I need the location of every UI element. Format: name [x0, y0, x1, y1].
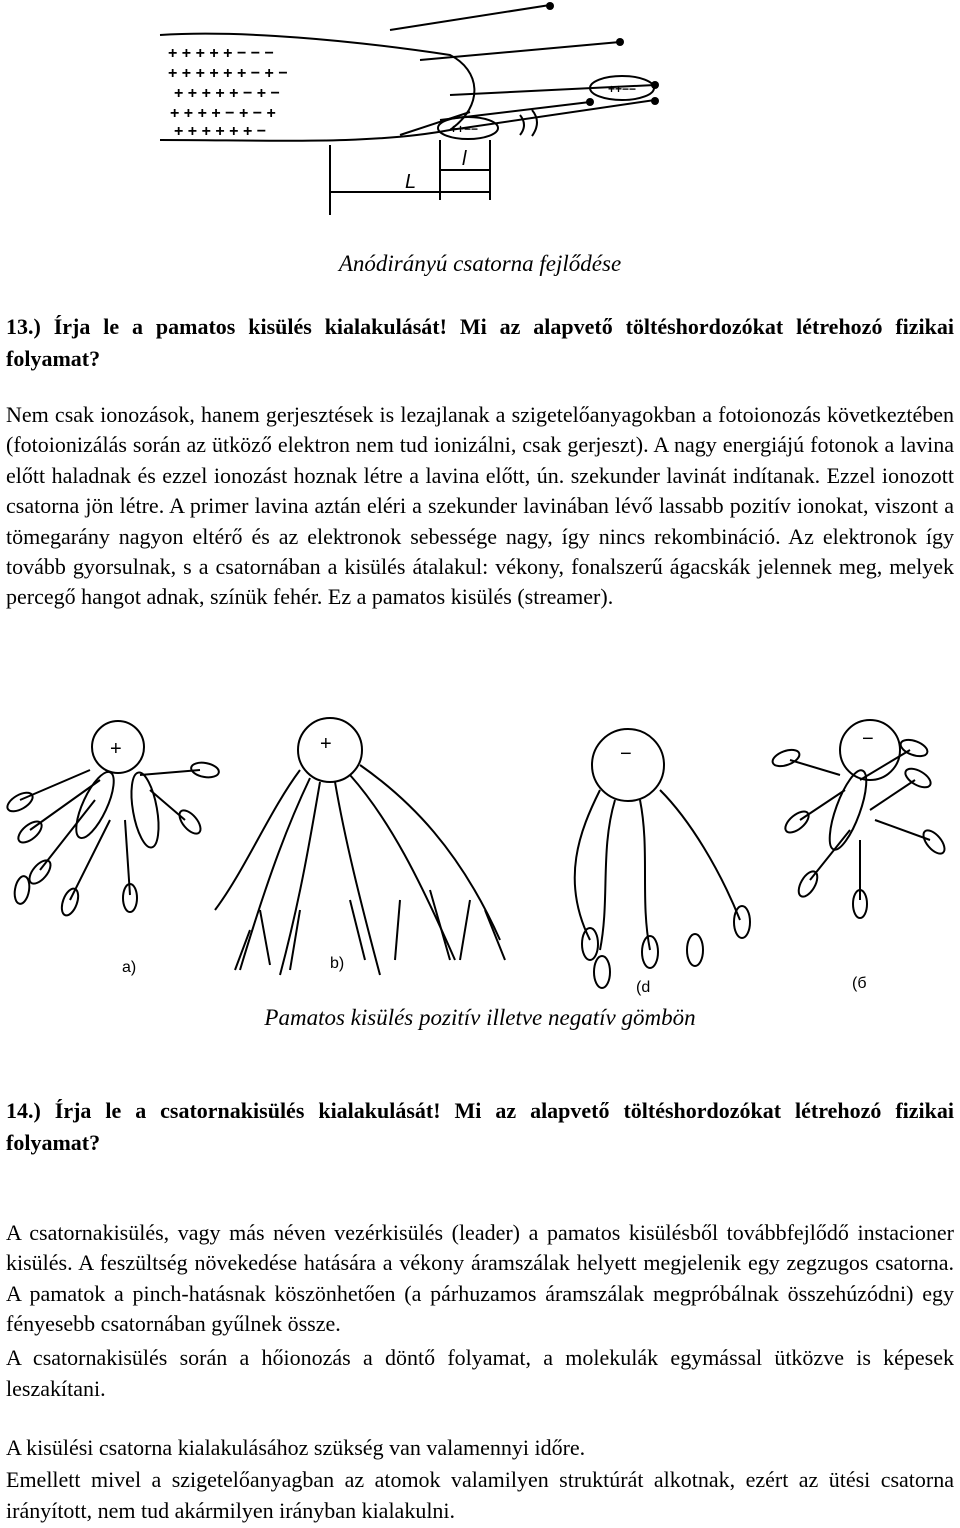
sphere-b-polarity: + — [320, 733, 332, 755]
figure-caption-sphere: Pamatos kisülés pozitív illetve negatív gömbön — [264, 1005, 696, 1030]
answer-13: Nem csak ionozások, hanem gerjesztések is lezajlanak a szigetelőanyagokban a fotoionozás következtében (fotoionizálás során az ütköző elektron nem tud ionizálni, csak gerjeszt). A nagy energiájú fotonok a lavina előtt haladnak és ezzel ionozást hoznak létre a lavina előtt, ún. szekunder lavinát indítanak. Ezzel ionozott csatorna jön létre. A primer lavina aztán eléri a szekunder lavinában lévő lassabb pozitív ionokat, viszont a tömegarány nagyon eltérő és az elektronok sebessége nagy, így nincs rekombináció. Az elektronok így tovább gyorsulnak, s a csatornában a kisülés átalakul: vékony, fonalszerű ágacskák jelennek meg, melyek percegő hangot adnak, színük fehér. Ez a pamatos kisülés (streamer). — [6, 402, 954, 610]
svg-text:+ + + + − + − +: + + + + − + − + — [170, 105, 276, 122]
streamer-sphere-figure — [0, 710, 960, 1010]
answer-14-paragraph-1: A csatornakisülés, vagy más néven vezérkisülés (leader) a pamatos kisülésből továbbfejlődő instacioner kisülés. A feszültség növekedése hatására a vékony áramszálak helyett megjelenik egy zegzugos csatorna. A pamatok a pinch-hatásnak köszönhetően (a párhuzamos áramszálak megpróbálnak összehúzódni) egy fényesebb csatornában gyűlnek össze. — [6, 1220, 954, 1337]
figure-caption-channel: Anódirányú csatorna fejlődése — [338, 251, 622, 276]
length-label-small: l — [462, 148, 467, 170]
channel-development-figure — [150, 0, 670, 220]
length-label-big: L — [405, 171, 417, 193]
answer-14-paragraph-3: A kisülési csatorna kialakulásához szükség van valamennyi időre. — [6, 1435, 586, 1460]
sphere-a-polarity: + — [110, 738, 122, 760]
svg-text:+ + + + + − + −: + + + + + − + − — [174, 85, 280, 102]
panel-label-a: a) — [122, 959, 137, 976]
field-line — [420, 42, 620, 60]
svg-text:++−−: ++−− — [450, 122, 479, 136]
sphere-b-cyrillic-polarity: − — [862, 728, 874, 750]
question-14: 14.) Írja le a csatornakisülés kialakulását! Mi az alapvető töltéshordozókat létrehozó fizikai folyamat? — [6, 1098, 954, 1155]
field-line — [390, 5, 550, 30]
answer-14-paragraph-2: A csatornakisülés során a hőionozás a döntő folyamat, a molekulák egymással ütközve is képesek leszakítani. — [6, 1345, 954, 1401]
sphere-d-polarity: − — [620, 743, 632, 765]
svg-text:+ + + + + + − + −: + + + + + + − + − — [168, 65, 288, 82]
svg-text:+ + + + + − − −: + + + + + − − − — [168, 45, 274, 62]
svg-text:+ + + + + + −: + + + + + + − — [174, 123, 267, 140]
panel-label-b-cyrillic: (б — [852, 975, 867, 992]
sphere-d — [592, 729, 664, 801]
question-13: 13.) Írja le a pamatos kisülés kialakulását! Mi az alapvető töltéshordozókat létrehozó fizikai folyamat? — [6, 314, 954, 371]
svg-text:++−−: ++−− — [608, 82, 637, 96]
panel-label-d: (d — [636, 979, 651, 996]
answer-14-paragraph-4: Emellett mivel a szigetelőanyagban az atomok valamilyen struktúrát alkotnak, ezért az ütési csatorna irányított, nem tud akármilyen irányban kialakulni. — [6, 1467, 954, 1523]
panel-label-b: b) — [330, 955, 345, 972]
